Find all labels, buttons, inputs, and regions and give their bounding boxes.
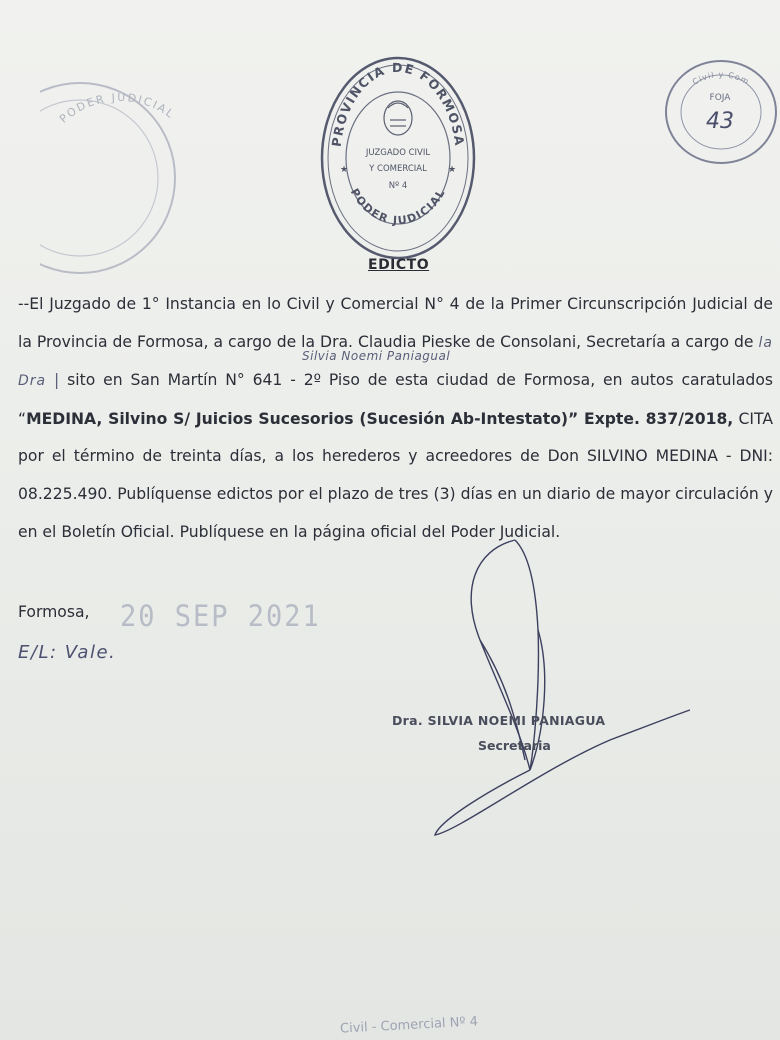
date-stamp: 20 SEP 2021: [120, 599, 321, 634]
folio-label: FOJA: [709, 93, 731, 103]
edict-paragraph: [18, 286, 773, 551]
paragraph-part-2: sito en San Martín N° 641 - 2º Piso de esta ciudad de Formosa, en autos caratulados “: [18, 371, 773, 428]
seal-line-2: Y COMERCIAL: [369, 164, 427, 174]
left-seal: [40, 78, 190, 278]
folio-ring-text: Civil y Com: [690, 70, 751, 87]
folio-number: 43: [706, 109, 734, 134]
handwritten-bar: |: [54, 371, 60, 390]
signature-name-stamp: Dra. SILVIA NOEMI PANIAGUA: [392, 713, 606, 728]
signature-scribble: [420, 530, 700, 854]
coat-of-arms-icon: [384, 101, 412, 135]
star-icon: ★: [448, 165, 457, 175]
svg-text:PODER JUDICIAL: [57, 91, 177, 126]
court-seal: [318, 50, 478, 260]
handwritten-note: E/L: Vale.: [18, 642, 117, 663]
folio-stamp: [662, 56, 780, 166]
signature-role-stamp: Secretaria: [478, 738, 551, 753]
svg-text:Civil y Com: [691, 70, 751, 87]
case-caption: MEDINA, Silvino S/ Juicios Sucesorios (Sucesión Ab-Intestato)” Expte. 837/2018,: [26, 409, 734, 428]
handwritten-inline: la Dra: [18, 334, 773, 390]
svg-text:PODER JUDICIAL: [348, 186, 448, 227]
seal-ring-top-text: PROVINCIA DE FORMOSA: [328, 59, 468, 148]
handwritten-name: Silvia Noemi Paniagual: [302, 349, 451, 363]
seal-line-3: Nº 4: [388, 181, 408, 191]
left-seal-ring-text: PODER JUDICIAL: [56, 90, 178, 126]
paragraph-part-1: --El Juzgado de 1° Instancia en lo Civil y Comercial N° 4 de la Primer Circunscripción Judicial de la Provincia de Formosa, a cargo de la Dra. Claudia Pieske de Consolani, Secretaría a cargo de: [18, 295, 773, 351]
bottom-stamp: Civil - Comercial Nº 4: [339, 1014, 479, 1037]
document-title: EDICTO: [368, 257, 430, 273]
paragraph-part-3: CITA por el término de treinta días, a los herederos y acreedores de Don SILVINO MEDINA - DNI: 08.225.490. Publíquense edictos por el plazo de tres (3) días en un diario de mayor circulación y en el Boletín Oficial. Publíquese en la página oficial del Poder Judicial.: [18, 409, 773, 541]
star-icon: ★: [340, 165, 349, 175]
seal-ring-bottom-text: PODER JUDICIAL: [347, 186, 449, 228]
place-label: Formosa,: [18, 603, 90, 621]
seal-line-1: JUZGADO CIVIL: [365, 148, 431, 158]
